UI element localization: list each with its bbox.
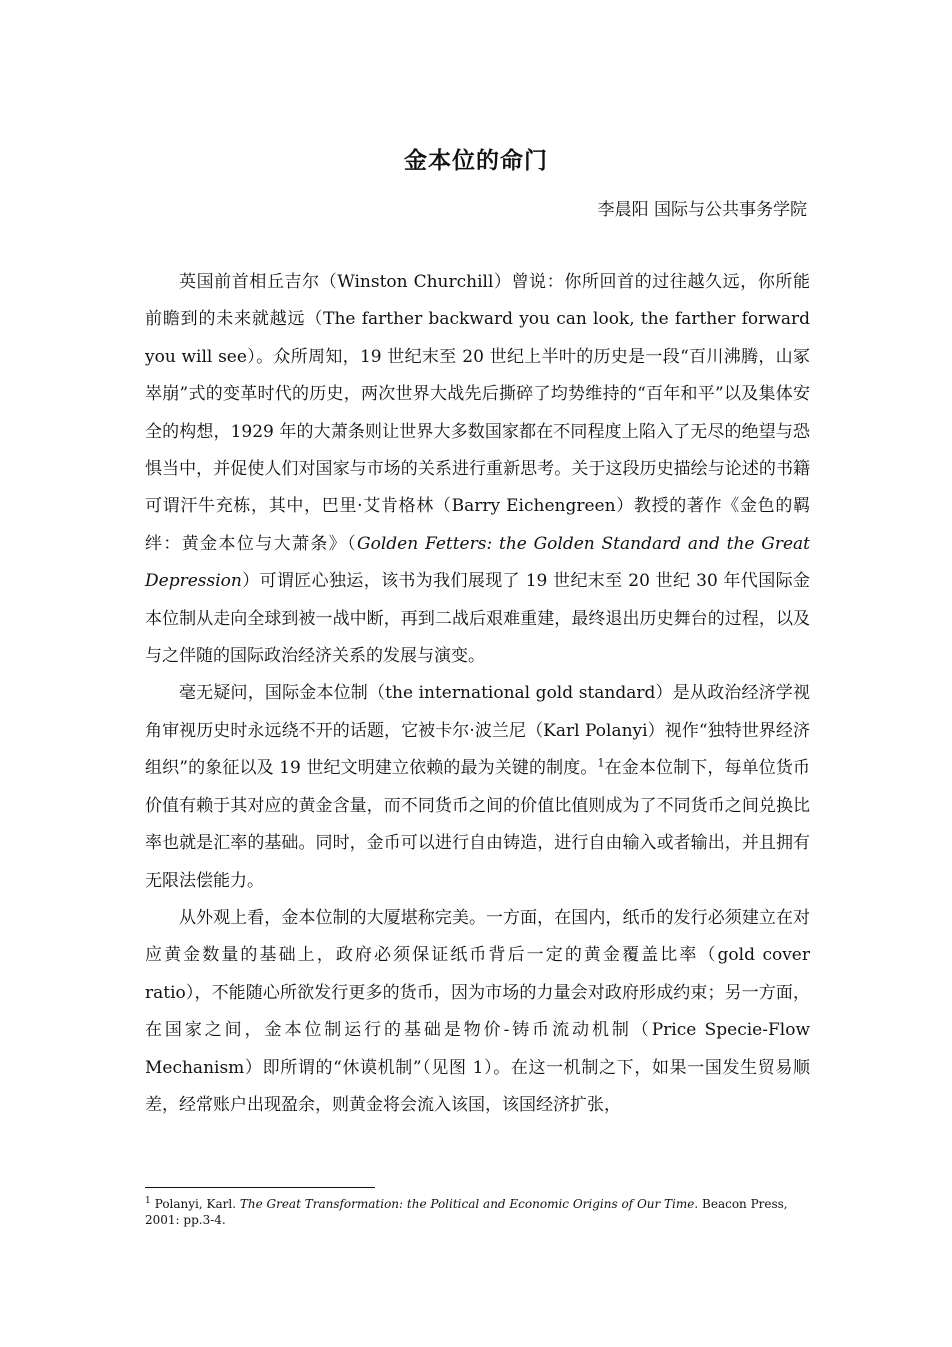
footnote-reference[interactable]: 1 [597,756,605,770]
text-run: 毫无疑问，国际金本位制（the international gold standard）是从政治经济学视角审视历史时永远绕不开的话题，它被卡尔·波兰尼（Karl Polanyi）视作“独特世界经济组织”的象征以及 19 世纪文明建立依赖的最为关键的制度。 [145,683,810,779]
body-text [145,264,810,1124]
document-title: 金本位的命门 [404,147,548,174]
author-affiliation: 李晨阳 国际与公共事务学院 [597,200,807,220]
text-run: 在金本位制下，每单位货币价值有赖于其对应的黄金含量，而不同货币之间的价值比值则成为了不同货币之间兑换比率也就是汇率的基础。同时，金币可以进行自由铸造，进行自由输入或者输出，并且拥有无限法偿能力。 [145,758,810,891]
text-run: ）可谓匠心独运，该书为我们展现了 19 世纪末至 20 世纪 30 年代国际金本位制从走向全球到被一战中断，再到二战后艰难重建，最终退出历史舞台的过程，以及与之伴随的国际政治经济关系的发展与演变。 [145,571,810,667]
text-run: 英国前首相丘吉尔（Winston Churchill）曾说：你所回首的过往越久远，你所能前瞻到的未来就越远（The farther backward you can look, the farther forward you will see）。众所周知，19 世纪末至 20 世纪上半叶的历史是一段“百川沸腾，山冢崒崩”式的变革时代的历史，两次世界大战先后撕碎了均势维持的“百年和平”以及集体安全的构想，1929 年的大萧条则让世界大多数国家都在不同程度上陷入了无尽的绝望与恐惧当中，并促使人们对国家与市场的关系进行重新思考。关于这段历史描绘与论述的书籍可谓汗牛充栋，其中，巴里·艾肯格林（Barry Eichengreen）教授的著作《金色的羁绊：黄金本位与大萧条》（ [145,272,810,554]
text-run: 从外观上看，金本位制的大厦堪称完美。一方面，在国内，纸币的发行必须建立在对应黄金数量的基础上，政府必须保证纸币背后一定的黄金覆盖比率（gold cover ratio），不能随心所欲发行更多的货币，因为市场的力量会对政府形成约束；另一方面，在国家之间，金本位制运行的基础是物价-铸币流动机制（Price Specie-Flow Mechanism）即所谓的“休谟机制”（见图 1）。在这一机制之下，如果一国发生贸易顺差，经常账户出现盈余，则黄金将会流入该国，该国经济扩张， [145,907,810,1115]
footnote-text: . Beacon Press, 2001: pp.3-4. [145,1197,788,1227]
footnote-text: Polanyi, Karl. [154,1197,240,1211]
paragraph [145,900,810,1124]
book-title-italic: Golden Fetters: the Golden Standard and the Great Depression [145,533,811,592]
footnote-divider [145,1187,375,1188]
paragraph [145,264,810,675]
footnote-number: 1 [145,1196,151,1206]
paragraph [145,675,810,899]
footnote [145,1196,810,1228]
footnote-book-title: The Great Transformation: the Political and Economic Origins of Our Time [239,1197,695,1211]
